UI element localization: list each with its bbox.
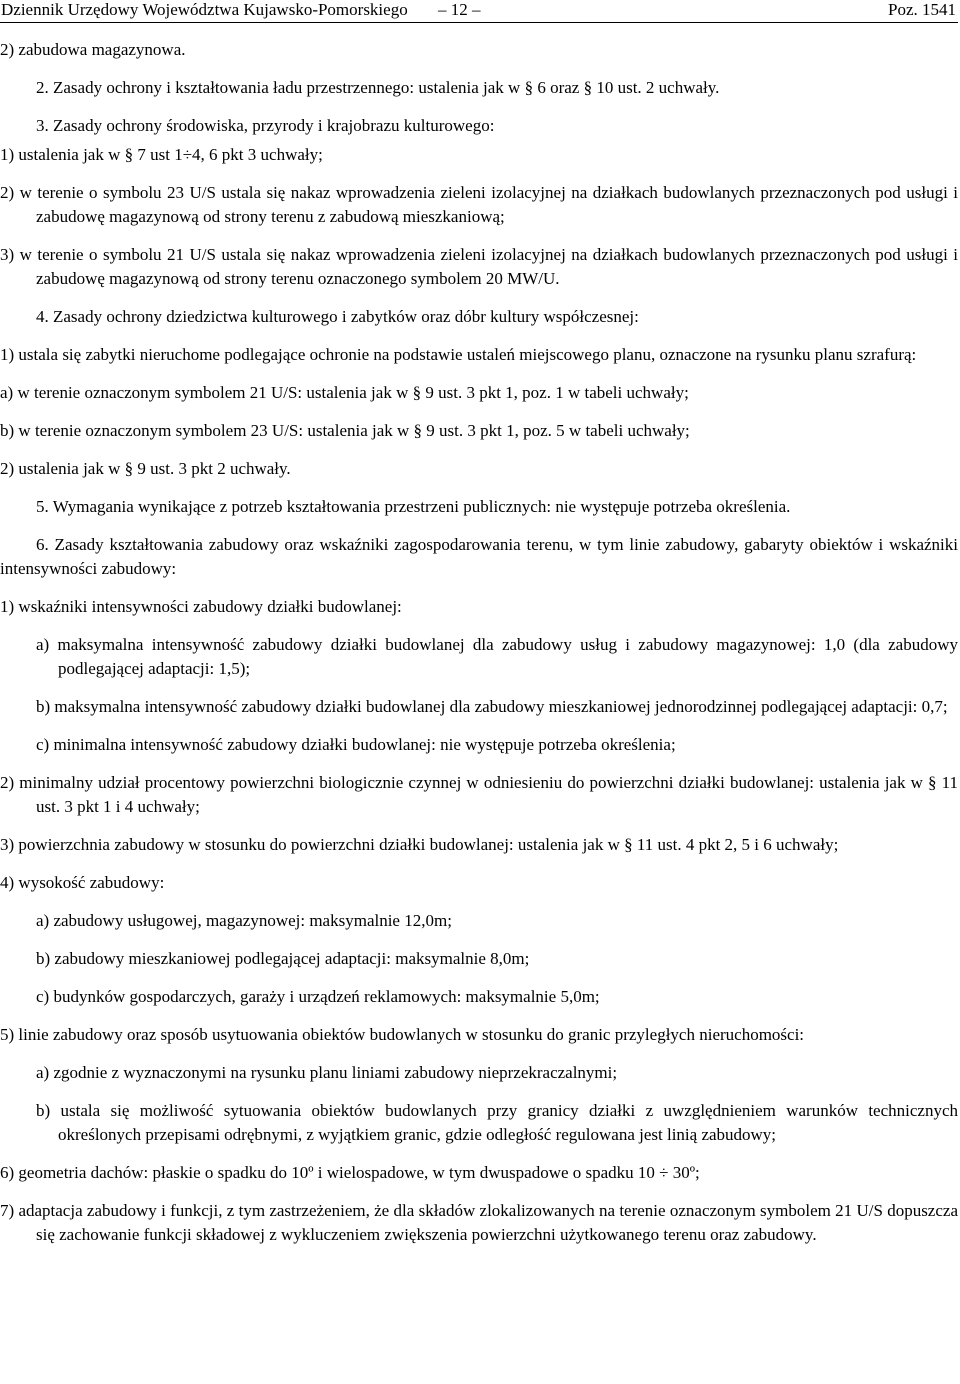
paragraph-sub: b) zabudowy mieszkaniowej podlegającej adaptacji: maksymalnie 8,0m; — [36, 949, 530, 968]
paragraph-item: 2) zabudowa magazynowa. — [0, 40, 186, 59]
paragraph-item: 3) powierzchnia zabudowy w stosunku do powierzchni działki budowlanej: ustalenia jak w § 11 ust. 4 pkt 2, 5 i 6 uchwały; — [0, 835, 839, 854]
paragraph-num: 6. Zasady kształtowania zabudowy oraz wskaźniki zagospodarowania terenu, w tym linie zabudowy, gabaryty obiektów i wskaźniki intensywności zabudowy: — [0, 535, 958, 578]
paragraph-item: 1) wskaźniki intensywności zabudowy działki budowlanej: — [0, 597, 402, 616]
paragraph-sub: a) zabudowy usługowej, magazynowej: maksymalnie 12,0m; — [36, 911, 452, 930]
paragraph-sub: c) budynków gospodarczych, garaży i urządzeń reklamowych: maksymalnie 5,0m; — [36, 987, 600, 1006]
paragraph-sub: a) zgodnie z wyznaczonymi na rysunku planu liniami zabudowy nieprzekraczalnymi; — [36, 1063, 618, 1082]
paragraph-item: 2) w terenie o symbolu 23 U/S ustala się nakaz wprowadzenia zieleni izolacyjnej na działkach budowlanych przeznaczonych pod usługi i zabudowę magazynową od strony terenu z zabudową mieszkaniową; — [0, 183, 958, 226]
paragraph-sub: b) maksymalna intensywność zabudowy działki budowlanej dla zabudowy mieszkaniowej jednorodzinnej podlegającej adaptacji: 0,7; — [36, 697, 948, 716]
document-body — [0, 38, 958, 1247]
paragraph-num: 4. Zasady ochrony dziedzictwa kulturowego i zabytków oraz dóbr kultury współczesnej: — [36, 307, 639, 326]
position-number: Poz. 1541 — [888, 0, 956, 19]
paragraph-item: 1) ustala się zabytki nieruchome podlegające ochronie na podstawie ustaleń miejscowego planu, oznaczone na rysunku planu szrafurą: — [0, 345, 917, 364]
paragraph-item: 1) ustalenia jak w § 7 ust 1÷4, 6 pkt 3 uchwały; — [0, 145, 323, 164]
paragraph-sub: c) minimalna intensywność zabudowy działki budowlanej: nie występuje potrzeba określenia; — [36, 735, 676, 754]
paragraph-item: 2) ustalenia jak w § 9 ust. 3 pkt 2 uchwały. — [0, 459, 291, 478]
paragraph-num: 2. Zasady ochrony i kształtowania ładu przestrzennego: ustalenia jak w § 6 oraz § 10 ust. 2 uchwały. — [36, 78, 720, 97]
paragraph-item: 6) geometria dachów: płaskie o spadku do 10º i wielospadowe, w tym dwuspadowe o spadku 10 ÷ 30º; — [0, 1163, 700, 1182]
paragraph-item: 7) adaptacja zabudowy i funkcji, z tym zastrzeżeniem, że dla składów zlokalizowanych na terenie oznaczonym symbolem 21 U/S dopuszcza się zachowanie funkcji składowej z wykluczeniem zwiększenia powierzchni użytkowanego terenu oraz zabudowy. — [0, 1201, 958, 1244]
page-header — [0, 0, 958, 23]
journal-title: Dziennik Urzędowy Województwa Kujawsko-Pomorskiego — [1, 0, 408, 19]
paragraph-num: 3. Zasady ochrony środowiska, przyrody i krajobrazu kulturowego: — [36, 116, 495, 135]
page-number: – 12 – — [438, 0, 481, 19]
paragraph-num: 5. Wymagania wynikające z potrzeb kształtowania przestrzeni publicznych: nie występuje potrzeba określenia. — [36, 497, 791, 516]
paragraph-item: 4) wysokość zabudowy: — [0, 873, 165, 892]
paragraph-item: 5) linie zabudowy oraz sposób usytuowania obiektów budowlanych w stosunku do granic przyległych nieruchomości: — [0, 1025, 805, 1044]
paragraph-item: b) w terenie oznaczonym symbolem 23 U/S: ustalenia jak w § 9 ust. 3 pkt 1, poz. 5 w tabeli uchwały; — [0, 421, 690, 440]
paragraph-sub: b) ustala się możliwość sytuowania obiektów budowlanych przy granicy działki z uwzględnieniem warunków technicznych określonych przepisami odrębnymi, z wyjątkiem granic, gdzie odległość regulowana jest linią zabudowy; — [36, 1101, 958, 1144]
paragraph-item: 3) w terenie o symbolu 21 U/S ustala się nakaz wprowadzenia zieleni izolacyjnej na działkach budowlanych przeznaczonych pod usługi i zabudowę magazynową od strony terenu oznaczonego symbolem 20 MW/U. — [0, 245, 958, 288]
paragraph-item: 2) minimalny udział procentowy powierzchni biologicznie czynnej w odniesieniu do powierzchni działki budowlanej: ustalenia jak w § 11 ust. 3 pkt 1 i 4 uchwały; — [0, 773, 958, 816]
paragraph-item: a) w terenie oznaczonym symbolem 21 U/S: ustalenia jak w § 9 ust. 3 pkt 1, poz. 1 w tabeli uchwały; — [0, 383, 689, 402]
paragraph-sub: a) maksymalna intensywność zabudowy działki budowlanej dla zabudowy usług i zabudowy magazynowej: 1,0 (dla zabudowy podlegającej adaptacji: 1,5); — [36, 635, 958, 678]
